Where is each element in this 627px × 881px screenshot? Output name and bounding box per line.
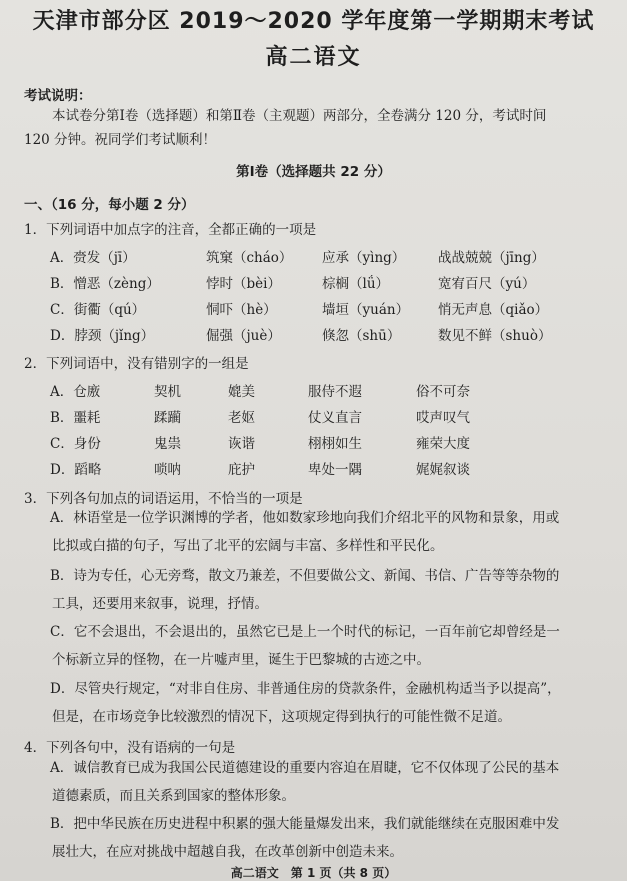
q3-a-line-2: 比拟或白描的句子，写出了北平的宏阔与丰富、多样性和平民化。	[52, 538, 444, 554]
q2-c-5: 雍荣大度	[416, 436, 470, 452]
q2-c-1: C．身份	[50, 436, 101, 452]
q2-d-4: 卑处一隅	[308, 462, 362, 478]
q1-b-2: 悖时（bèi）	[206, 276, 281, 292]
q3-option-a	[50, 504, 559, 560]
q1-row-c	[50, 298, 610, 320]
q2-row-c	[50, 432, 610, 454]
q2-row-a	[50, 380, 610, 402]
q1-d-3: 倏忽（shū）	[322, 328, 401, 344]
q2-d-2: 唢呐	[154, 462, 181, 478]
q1-d-4: 数见不鲜（shuò）	[438, 328, 552, 344]
q2-a-3: 媲美	[228, 384, 255, 400]
instructions-line-1: 本试卷分第Ⅰ卷（选择题）和第Ⅱ卷（主观题）两部分，全卷满分 120 分，考试时间	[52, 108, 547, 124]
q2-b-4: 仗义直言	[308, 410, 362, 426]
question-2-stem: 2．下列词语中，没有错别字的一组是	[24, 356, 249, 372]
q1-c-1: C．街衢（qú）	[50, 302, 146, 318]
q1-b-1: B．憎恶（zèng）	[50, 276, 160, 292]
q4-b-line-2: 展壮大，在应对挑战中超越自我，在改革创新中创造未来。	[52, 844, 403, 860]
part-1-title: 第Ⅰ卷（选择题共 22 分）	[236, 164, 391, 180]
q2-row-d	[50, 458, 610, 480]
q1-d-2: 倔强（juè）	[206, 328, 281, 344]
q4-b-line-1: B．把中华民族在历史进程中积累的强大能量爆发出来，我们就能继续在克服困难中发	[50, 816, 560, 832]
q2-b-1: B．噩耗	[50, 410, 101, 426]
subject-title: 高二语文	[265, 45, 362, 70]
section-1-header: 一、（16 分，每小题 2 分）	[24, 197, 195, 213]
q4-a-line-1: A．诚信教育已成为我国公民道德建设的重要内容迫在眉睫，它不仅体现了公民的基本	[50, 760, 560, 776]
q1-a-4: 战战兢兢（jīng）	[438, 250, 545, 266]
q3-d-line-2: 但是，在市场竞争比较激烈的情况下，这项规定得到执行的可能性微不足道。	[52, 709, 511, 725]
q1-a-1: A．赍发（jī）	[50, 250, 136, 266]
q2-a-4: 服侍不遐	[308, 384, 362, 400]
q3-option-c	[50, 618, 560, 674]
q2-d-1: D．蹈略	[50, 462, 102, 478]
q1-c-2: 恫吓（hè）	[206, 302, 277, 318]
exam-title: 天津市部分区 2019～2020 学年度第一学期期末考试	[32, 9, 595, 34]
q1-b-4: 宽宥百尺（yú）	[438, 276, 536, 292]
q1-row-b	[50, 272, 610, 294]
q1-a-3: 应承（yìng）	[322, 250, 406, 266]
q2-b-2: 蹂躏	[154, 410, 181, 426]
q3-a-line-1: A．林语堂是一位学识渊博的学者，他如数家珍地向我们介绍北平的风物和景象，用或	[50, 510, 560, 526]
q4-option-b	[50, 810, 559, 866]
q1-a-2: 筑窠（cháo）	[206, 250, 293, 266]
q3-c-line-2: 个标新立异的怪物，在一片嘘声里，诞生于巴黎城的古迹之中。	[52, 652, 430, 668]
q3-b-line-1: B．诗为专任，心无旁骛，散文乃兼差，不但要做公文、新闻、书信、广告等等杂物的	[50, 568, 560, 584]
q3-b-line-2: 工具，还要用来叙事，说理，抒情。	[52, 596, 268, 612]
q3-d-line-1: D．尽管央行规定，“对非自住房、非普通住房的贷款条件，金融机构适当予以提高”，	[50, 681, 561, 697]
instructions-label: 考试说明：	[24, 88, 92, 104]
q4-option-a	[50, 754, 559, 810]
question-4-stem: 4．下列各句中，没有语病的一句是	[24, 740, 236, 756]
q3-option-d	[50, 675, 561, 731]
q1-c-4: 悄无声息（qiǎo）	[438, 302, 549, 318]
q1-b-3: 棕榈（lǘ）	[322, 276, 390, 292]
page-footer: 高二语文 第 1 页（共 8 页）	[230, 866, 397, 880]
q4-a-line-2: 道德素质，而且关系到国家的整体形象。	[52, 788, 295, 804]
q2-a-2: 契机	[154, 384, 181, 400]
question-3-stem: 3．下列各句加点的词语运用，不恰当的一项是	[24, 491, 303, 507]
q2-a-5: 俗不可奈	[416, 384, 470, 400]
q2-b-3: 老妪	[228, 410, 255, 426]
instructions-line-2: 120 分钟。祝同学们考试顺利！	[24, 132, 217, 148]
q1-c-3: 墙垣（yuán）	[322, 302, 410, 318]
q1-row-a	[50, 246, 610, 268]
q2-row-b	[50, 406, 610, 428]
q3-option-b	[50, 562, 559, 618]
q2-b-5: 哎声叹气	[416, 410, 470, 426]
q2-c-2: 鬼祟	[154, 436, 181, 452]
q1-d-1: D．脖颈（jǐng）	[50, 328, 155, 344]
q1-row-d	[50, 324, 610, 346]
q2-d-3: 庇护	[228, 462, 255, 478]
q2-c-3: 诙谐	[228, 436, 255, 452]
q3-c-line-1: C．它不会退出，不会退出的，虽然它已是上一个时代的标记，一百年前它却曾经是一	[50, 624, 560, 640]
q2-c-4: 栩栩如生	[308, 436, 362, 452]
q2-a-1: A．仓廒	[50, 384, 101, 400]
question-1-stem: 1．下列词语中加点字的注音，全都正确的一项是	[24, 222, 317, 238]
q2-d-5: 娓娓叙谈	[416, 462, 470, 478]
